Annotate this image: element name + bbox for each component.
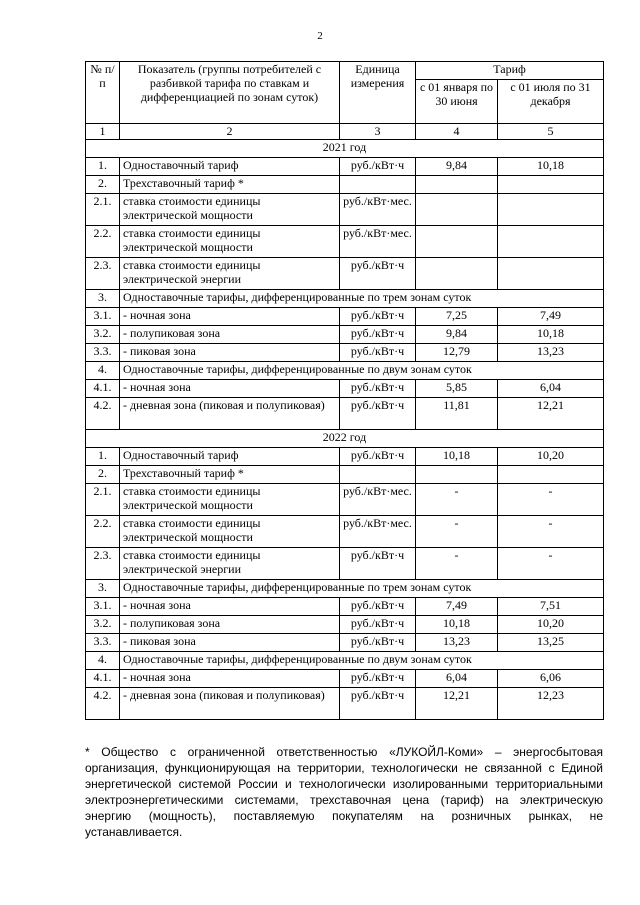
unit-of-measure: руб./кВт·мес.	[340, 516, 416, 548]
tariff-period-2: 10,20	[498, 616, 604, 634]
row-number: 3.2.	[86, 616, 120, 634]
unit-of-measure: руб./кВт·ч	[340, 634, 416, 652]
group-heading: Одноставочные тарифы, дифференцированные по трем зонам суток	[120, 580, 604, 598]
tariff-period-1: -	[416, 484, 498, 516]
table-row	[86, 466, 604, 484]
row-number: 4.1.	[86, 670, 120, 688]
indicator-name: - пиковая зона	[120, 634, 340, 652]
unit-of-measure: руб./кВт·ч	[340, 326, 416, 344]
page-number: 2	[317, 30, 323, 42]
table-row	[86, 158, 604, 176]
row-number: 3.	[86, 580, 120, 598]
tariff-period-2: -	[498, 548, 604, 580]
header-period-1: с 01 января по 30 июня	[416, 80, 498, 124]
table-row	[86, 652, 604, 670]
year-heading: 2021 год	[86, 140, 604, 158]
table-row	[86, 362, 604, 380]
header-indicator: Показатель (группы потребителей с разбивкой тарифа по ставкам и дифференциацией по зонам суток)	[120, 62, 340, 124]
table-row	[86, 380, 604, 398]
indicator-name: - ночная зона	[120, 380, 340, 398]
unit-of-measure: руб./кВт·мес.	[340, 226, 416, 258]
tariff-period-2: 6,06	[498, 670, 604, 688]
tariff-period-2	[498, 258, 604, 290]
unit-of-measure: руб./кВт·ч	[340, 548, 416, 580]
tariff-period-2: 13,25	[498, 634, 604, 652]
table-row	[86, 670, 604, 688]
unit-of-measure: руб./кВт·ч	[340, 616, 416, 634]
tariff-period-2	[498, 226, 604, 258]
table-row	[86, 688, 604, 720]
unit-of-measure: руб./кВт·мес.	[340, 484, 416, 516]
tariff-table-body	[86, 140, 604, 720]
tariff-period-2	[498, 466, 604, 484]
tariff-table	[85, 61, 604, 720]
row-number: 3.3.	[86, 344, 120, 362]
tariff-period-1: 12,21	[416, 688, 498, 720]
indicator-name: Одноставочный тариф	[120, 448, 340, 466]
table-row	[86, 326, 604, 344]
unit-of-measure: руб./кВт·ч	[340, 380, 416, 398]
unit-of-measure: руб./кВт·ч	[340, 158, 416, 176]
tariff-period-2: 7,51	[498, 598, 604, 616]
row-number: 4.	[86, 652, 120, 670]
table-row	[86, 398, 604, 430]
tariff-period-2: 7,49	[498, 308, 604, 326]
row-number: 3.2.	[86, 326, 120, 344]
indicator-name: - дневная зона (пиковая и полупиковая)	[120, 398, 340, 430]
row-number: 4.1.	[86, 380, 120, 398]
row-number: 1.	[86, 448, 120, 466]
table-row	[86, 448, 604, 466]
tariff-period-2: 6,04	[498, 380, 604, 398]
unit-of-measure: руб./кВт·ч	[340, 598, 416, 616]
tariff-period-1: 11,81	[416, 398, 498, 430]
table-row	[86, 548, 604, 580]
table-row	[86, 290, 604, 308]
tariff-period-2: 10,18	[498, 326, 604, 344]
unit-of-measure: руб./кВт·ч	[340, 344, 416, 362]
tariff-period-1: 10,18	[416, 448, 498, 466]
indicator-name: ставка стоимости единицы электрической энергии	[120, 548, 340, 580]
header-index-1: 1	[86, 124, 120, 140]
group-heading: Одноставочные тарифы, дифференцированные по двум зонам суток	[120, 652, 604, 670]
tariff-period-1	[416, 466, 498, 484]
table-row	[86, 484, 604, 516]
year-heading: 2022 год	[86, 430, 604, 448]
tariff-period-1: 9,84	[416, 158, 498, 176]
row-number: 2.1.	[86, 194, 120, 226]
indicator-name: Трехставочный тариф *	[120, 466, 340, 484]
indicator-name: - пиковая зона	[120, 344, 340, 362]
indicator-name: - ночная зона	[120, 598, 340, 616]
header-unit: Единица измерения	[340, 62, 416, 124]
tariff-period-1: 7,25	[416, 308, 498, 326]
tariff-period-1: 10,18	[416, 616, 498, 634]
tariff-period-2: 10,18	[498, 158, 604, 176]
table-row	[86, 308, 604, 326]
unit-of-measure: руб./кВт·ч	[340, 398, 416, 430]
row-number: 4.2.	[86, 688, 120, 720]
tariff-period-2: -	[498, 516, 604, 548]
row-number: 2.	[86, 176, 120, 194]
tariff-period-1	[416, 194, 498, 226]
tariff-period-1	[416, 226, 498, 258]
indicator-name: - полупиковая зона	[120, 616, 340, 634]
tariff-period-1: 5,85	[416, 380, 498, 398]
indicator-name: ставка стоимости единицы электрической мощности	[120, 226, 340, 258]
indicator-name: ставка стоимости единицы электрической мощности	[120, 516, 340, 548]
unit-of-measure	[340, 176, 416, 194]
tariff-period-1: -	[416, 548, 498, 580]
footnote: * Общество с ограниченной ответственностью «ЛУКОЙЛ-Коми» – энергосбытовая организация, функционирующая на территории, технологически не связанной с Единой энергетической системой России и технологически изолированными территориальными электроэнергетическими системами, трехставочная цена (тариф) на электрическую энергию (мощность), поставляемую покупателям на розничных рынках, не устанавливается.	[85, 745, 603, 839]
header-tariff: Тариф	[416, 62, 604, 80]
tariff-period-1: 7,49	[416, 598, 498, 616]
row-number: 4.2.	[86, 398, 120, 430]
tariff-period-1: 13,23	[416, 634, 498, 652]
unit-of-measure: руб./кВт·ч	[340, 258, 416, 290]
unit-of-measure: руб./кВт·ч	[340, 670, 416, 688]
tariff-period-1	[416, 258, 498, 290]
row-number: 4.	[86, 362, 120, 380]
unit-of-measure: руб./кВт·мес.	[340, 194, 416, 226]
tariff-period-1: 12,79	[416, 344, 498, 362]
indicator-name: ставка стоимости единицы электрической мощности	[120, 194, 340, 226]
tariff-period-2: 13,23	[498, 344, 604, 362]
header-index-4: 4	[416, 124, 498, 140]
header-num: № п/п	[86, 62, 120, 124]
tariff-period-1	[416, 176, 498, 194]
indicator-name: - ночная зона	[120, 308, 340, 326]
table-row	[86, 176, 604, 194]
row-number: 3.1.	[86, 308, 120, 326]
header-index-3: 3	[340, 124, 416, 140]
tariff-period-2: -	[498, 484, 604, 516]
tariff-period-1: 9,84	[416, 326, 498, 344]
row-number: 2.1.	[86, 484, 120, 516]
table-row	[86, 226, 604, 258]
table-row	[86, 194, 604, 226]
tariff-period-2: 12,21	[498, 398, 604, 430]
unit-of-measure	[340, 466, 416, 484]
row-number: 1.	[86, 158, 120, 176]
unit-of-measure: руб./кВт·ч	[340, 688, 416, 720]
row-number: 2.3.	[86, 548, 120, 580]
table-row	[86, 598, 604, 616]
indicator-name: ставка стоимости единицы электрической мощности	[120, 484, 340, 516]
indicator-name: ставка стоимости единицы электрической энергии	[120, 258, 340, 290]
row-number: 3.3.	[86, 634, 120, 652]
row-number: 2.2.	[86, 516, 120, 548]
row-number: 2.3.	[86, 258, 120, 290]
tariff-period-2: 10,20	[498, 448, 604, 466]
indicator-name: Трехставочный тариф *	[120, 176, 340, 194]
indicator-name: - дневная зона (пиковая и полупиковая)	[120, 688, 340, 720]
header-index-5: 5	[498, 124, 604, 140]
tariff-period-2	[498, 176, 604, 194]
tariff-period-1: -	[416, 516, 498, 548]
unit-of-measure: руб./кВт·ч	[340, 308, 416, 326]
table-row	[86, 516, 604, 548]
indicator-name: - полупиковая зона	[120, 326, 340, 344]
table-row	[86, 634, 604, 652]
row-number: 2.2.	[86, 226, 120, 258]
tariff-period-2: 12,23	[498, 688, 604, 720]
row-number: 3.	[86, 290, 120, 308]
row-number: 2.	[86, 466, 120, 484]
header-index-2: 2	[120, 124, 340, 140]
tariff-period-2	[498, 194, 604, 226]
table-row	[86, 616, 604, 634]
table-row	[86, 580, 604, 598]
indicator-name: - ночная зона	[120, 670, 340, 688]
table-row	[86, 344, 604, 362]
indicator-name: Одноставочный тариф	[120, 158, 340, 176]
group-heading: Одноставочные тарифы, дифференцированные по двум зонам суток	[120, 362, 604, 380]
row-number: 3.1.	[86, 598, 120, 616]
header-period-2: с 01 июля по 31 декабря	[498, 80, 604, 124]
tariff-period-1: 6,04	[416, 670, 498, 688]
unit-of-measure: руб./кВт·ч	[340, 448, 416, 466]
group-heading: Одноставочные тарифы, дифференцированные по трем зонам суток	[120, 290, 604, 308]
table-row	[86, 258, 604, 290]
